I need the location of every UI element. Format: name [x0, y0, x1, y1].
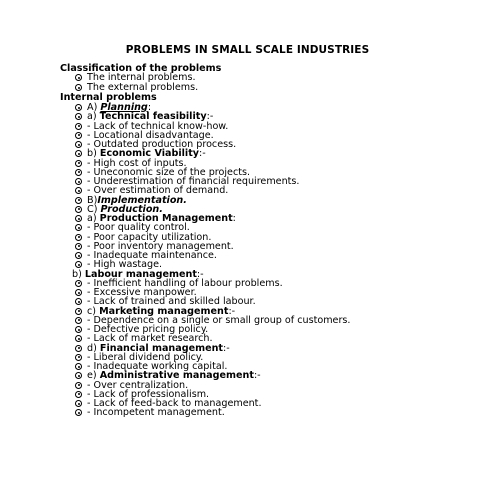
- list-item-text: b): [72, 268, 85, 280]
- list-item-text: - Incompetent management.: [87, 407, 225, 419]
- bullet-icon: [75, 206, 82, 213]
- list-item-emphasis: Production Management: [99, 213, 233, 224]
- list-item-text: - High wastage.: [87, 259, 163, 271]
- list-item-suffix: :-: [228, 305, 236, 317]
- bullet-icon: [75, 363, 82, 370]
- bullet-icon: [75, 345, 82, 352]
- bullet-icon: [75, 150, 82, 157]
- bullet-icon: [75, 224, 82, 231]
- bullet-icon: [75, 400, 82, 407]
- classification-heading: Classification of the problems: [60, 63, 222, 74]
- list-item-text: - Over estimation of demand.: [87, 185, 229, 197]
- bullet-icon: [75, 178, 82, 185]
- bullet-icon: [75, 289, 82, 296]
- list-item-text: - Lack of trained and skilled labour.: [87, 296, 256, 308]
- bullet-icon: [75, 187, 82, 194]
- list-item-text: - Excessive manpower.: [87, 287, 197, 298]
- classification-item: The external problems.: [87, 82, 199, 93]
- list-item-emphasis: Implementation.: [97, 194, 187, 206]
- list-item-text: - Underestimation of financial requirements.: [87, 176, 300, 187]
- list-item-text: - Poor capacity utilization.: [87, 231, 212, 243]
- bullet-icon: [75, 391, 82, 398]
- list-item-emphasis: Planning: [100, 102, 148, 113]
- list-item-text: d): [87, 342, 100, 354]
- list-item-emphasis: Economic Viability: [99, 148, 200, 160]
- list-item-text: A): [87, 102, 101, 113]
- list-item-text: - Inadequate working capital.: [87, 361, 228, 372]
- list-item-text: b): [87, 148, 100, 160]
- bullet-icon: [75, 298, 82, 305]
- bullet-icon: [75, 382, 82, 389]
- list-item-text: - Lack of feed-back to management.: [87, 398, 262, 409]
- bullet-icon: [75, 169, 82, 176]
- list-item-text: - Defective pricing policy.: [87, 324, 209, 335]
- list-item-emphasis: Labour management: [84, 268, 197, 280]
- bullet-icon: [75, 74, 82, 81]
- bullet-icon: [75, 243, 82, 250]
- list-item-text: - Outdated production process.: [87, 139, 237, 150]
- bullet-icon: [75, 280, 82, 287]
- list-item-emphasis: Administrative management: [99, 370, 254, 382]
- list-item-text: - High cost of inputs.: [87, 157, 187, 169]
- list-item-text: C): [87, 203, 101, 215]
- list-item-text: - Lack of market research.: [87, 333, 213, 345]
- bullet-icon: [75, 141, 82, 148]
- list-item-emphasis: Production.: [100, 203, 163, 215]
- list-item-text: c): [87, 305, 100, 317]
- list-item-emphasis: Marketing management: [99, 305, 229, 317]
- bullet-icon: [75, 308, 82, 315]
- list-item-text: a): [87, 213, 100, 224]
- list-item-suffix: :-: [206, 111, 214, 123]
- list-item-text: - Dependence on a single or small group of customers.: [87, 314, 351, 326]
- list-item-text: e): [87, 370, 100, 382]
- bullet-icon: [75, 261, 82, 268]
- internal-heading: Internal problems: [60, 92, 157, 103]
- bullet-icon: [75, 84, 82, 91]
- page-title: PROBLEMS IN SMALL SCALE INDUSTRIES: [125, 44, 370, 56]
- bullet-icon: [75, 197, 82, 204]
- list-item-suffix: :-: [223, 342, 230, 354]
- list-item-suffix: :: [232, 213, 236, 224]
- list-item-text: - Locational disadvantage.: [87, 129, 214, 141]
- list-item-text: - Inadequate maintenance.: [87, 250, 217, 261]
- list-item-text: - Inefficient handling of labour problems.: [87, 277, 283, 289]
- list-item-text: - Over centralization.: [87, 379, 189, 391]
- bullet-icon: [75, 160, 82, 167]
- list-item-text: - Liberal dividend policy.: [87, 351, 204, 363]
- bullet-icon: [75, 234, 82, 241]
- classification-item: The internal problems.: [87, 72, 196, 83]
- list-item-emphasis: Technical feasibility: [99, 111, 207, 123]
- bullet-icon: [75, 326, 82, 333]
- bullet-icon: [75, 104, 82, 111]
- list-item-text: B): [87, 194, 98, 206]
- bullet-icon: [75, 132, 82, 139]
- list-item-text: a): [87, 111, 100, 123]
- list-item-text: - Lack of professionalism.: [87, 388, 210, 400]
- bullet-icon: [75, 335, 82, 342]
- list-item-text: - Poor quality control.: [87, 222, 190, 234]
- bullet-icon: [75, 372, 82, 379]
- bullet-icon: [75, 215, 82, 222]
- bullet-icon: [75, 123, 82, 130]
- list-item-suffix: :: [147, 102, 152, 113]
- list-item-suffix: :-: [199, 148, 206, 160]
- list-item-suffix: :-: [196, 268, 204, 280]
- bullet-icon: [75, 409, 82, 416]
- list-item-emphasis: Financial management: [99, 342, 224, 354]
- bullet-icon: [75, 113, 82, 120]
- list-item-text: - Uneconomic size of the projects.: [87, 166, 251, 178]
- list-item-text: - Poor inventory management.: [87, 240, 234, 252]
- list-item: [87, 408, 225, 418]
- bullet-icon: [75, 354, 82, 361]
- bullet-icon: [75, 317, 82, 324]
- list-item-suffix: :-: [253, 370, 261, 382]
- list-item-text: - Lack of technical know-how.: [87, 120, 229, 132]
- bullet-icon: [75, 252, 82, 259]
